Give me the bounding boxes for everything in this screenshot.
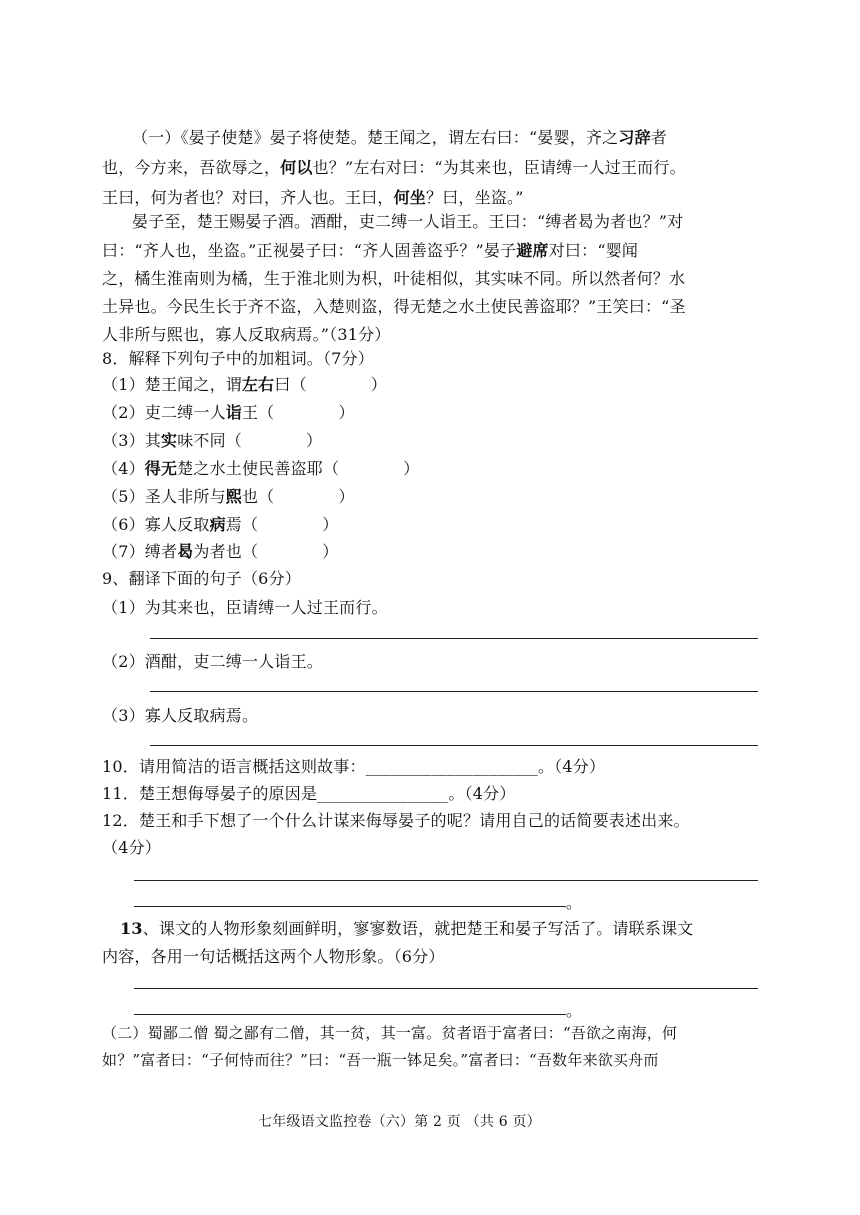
q8-title: 8．解释下列句子中的加粗词。（7分）	[102, 349, 374, 368]
answer-line[interactable]	[134, 880, 758, 881]
answer-line[interactable]	[150, 745, 758, 746]
q12-text: 12．楚王和手下想了一个什么计谋来侮辱晏子的呢？请用自己的话简要表述出来。	[102, 811, 690, 830]
bold-word: 诣	[225, 403, 242, 422]
q9-item: （1）为其来也，臣请缚一人过王而行。	[102, 598, 388, 617]
bold-word: 习辞	[618, 128, 651, 147]
bold-word: 左右	[241, 375, 275, 394]
passage1-line: 人非所与熙也，寡人反取病焉。”（31分）	[102, 325, 391, 344]
page-footer: 七年级语文监控卷（六）第 2 页 （共 6 页）	[258, 1114, 541, 1130]
answer-line[interactable]	[134, 1014, 566, 1015]
q11-text: 11．楚王想侮辱晏子的原因是________________。（4分）	[102, 784, 516, 803]
bold-word: 得无	[144, 459, 178, 478]
q13-text: 13、课文的人物形象刻画鲜明，寥寥数语，就把楚王和晏子写活了。请联系课文	[120, 919, 694, 938]
q8-item: （1）楚王闻之，谓左右曰（ ）	[102, 375, 387, 394]
q8-item: （5）圣人非所与熙也（ ）	[102, 487, 355, 506]
bold-word: 避席	[516, 241, 549, 260]
bold-word: 熙	[225, 487, 242, 506]
bold-word: 病	[209, 515, 226, 534]
passage1-line: 土异也。今民生长于齐不盗，入楚则盗，得无楚之水土使民善盗耶？”王笑曰：“圣	[102, 297, 686, 316]
answer-line[interactable]	[134, 988, 758, 989]
q8-item: （4）得无楚之水土使民善盗耶（ ）	[102, 459, 420, 478]
question-number: 13	[120, 919, 143, 938]
q8-item: （2）吏二缚一人诣王（ ）	[102, 403, 355, 422]
answer-line[interactable]	[134, 906, 566, 907]
bold-word: 曷	[177, 542, 194, 561]
passage2-line: 如？”富者曰：“子何恃而往？”曰：“吾一瓶一钵足矣。”富者曰：“吾数年来欲买舟而	[102, 1051, 659, 1069]
q10-text: 10．请用简洁的语言概括这则故事：_____________________。（4分）	[102, 757, 606, 776]
passage2-line: （二）蜀鄙二僧 蜀之鄙有二僧，其一贫，其一富。贫者语于富者曰：“吾欲之南海，何	[102, 1024, 678, 1042]
passage1-line: 王曰，何为者也？对曰，齐人也。王曰，何坐？曰，坐盗。”	[102, 188, 524, 207]
passage1-line: 也，今方来，吾欲辱之，何以也？”左右对曰：“为其来也，臣请缚一人过王而行。	[102, 158, 686, 177]
q8-item: （6）寡人反取病焉（ ）	[102, 515, 339, 534]
passage1-line: 晏子至，楚王赐晏子酒。酒酣，吏二缚一人诣王。王曰：“缚者曷为者也？”对	[132, 212, 684, 231]
answer-period: 。	[566, 893, 583, 912]
answer-line[interactable]	[150, 638, 758, 639]
q9-item: （3）寡人反取病焉。	[102, 706, 259, 725]
passage1-line: （一）《晏子使楚》晏子将使楚。楚王闻之，谓左右曰：“晏婴，齐之习辞者	[132, 128, 667, 147]
bold-word: 何坐	[393, 188, 427, 207]
q13-text: 内容，各用一句话概括这两个人物形象。（6分）	[102, 947, 445, 966]
q8-item: （7）缚者曷为者也（ ）	[102, 542, 339, 561]
q12-points: （4分）	[102, 838, 161, 857]
answer-line[interactable]	[150, 691, 758, 692]
q9-item: （2）酒酣，吏二缚一人诣王。	[102, 652, 323, 671]
q8-item: （3）其实味不同（ ）	[102, 431, 323, 450]
bold-word: 实	[160, 431, 178, 450]
passage1-line: 曰：“齐人也，坐盗。”正视晏子曰：“齐人固善盗乎？”晏子避席对曰：“婴闻	[102, 241, 639, 260]
passage1-line: 之，橘生淮南则为橘，生于淮北则为枳，叶徒相似，其实味不同。所以然者何？水	[102, 269, 686, 288]
answer-period: 。	[566, 1001, 583, 1020]
bold-word: 何以	[280, 158, 313, 177]
q9-title: 9、翻译下面的句子（6分）	[102, 569, 301, 588]
